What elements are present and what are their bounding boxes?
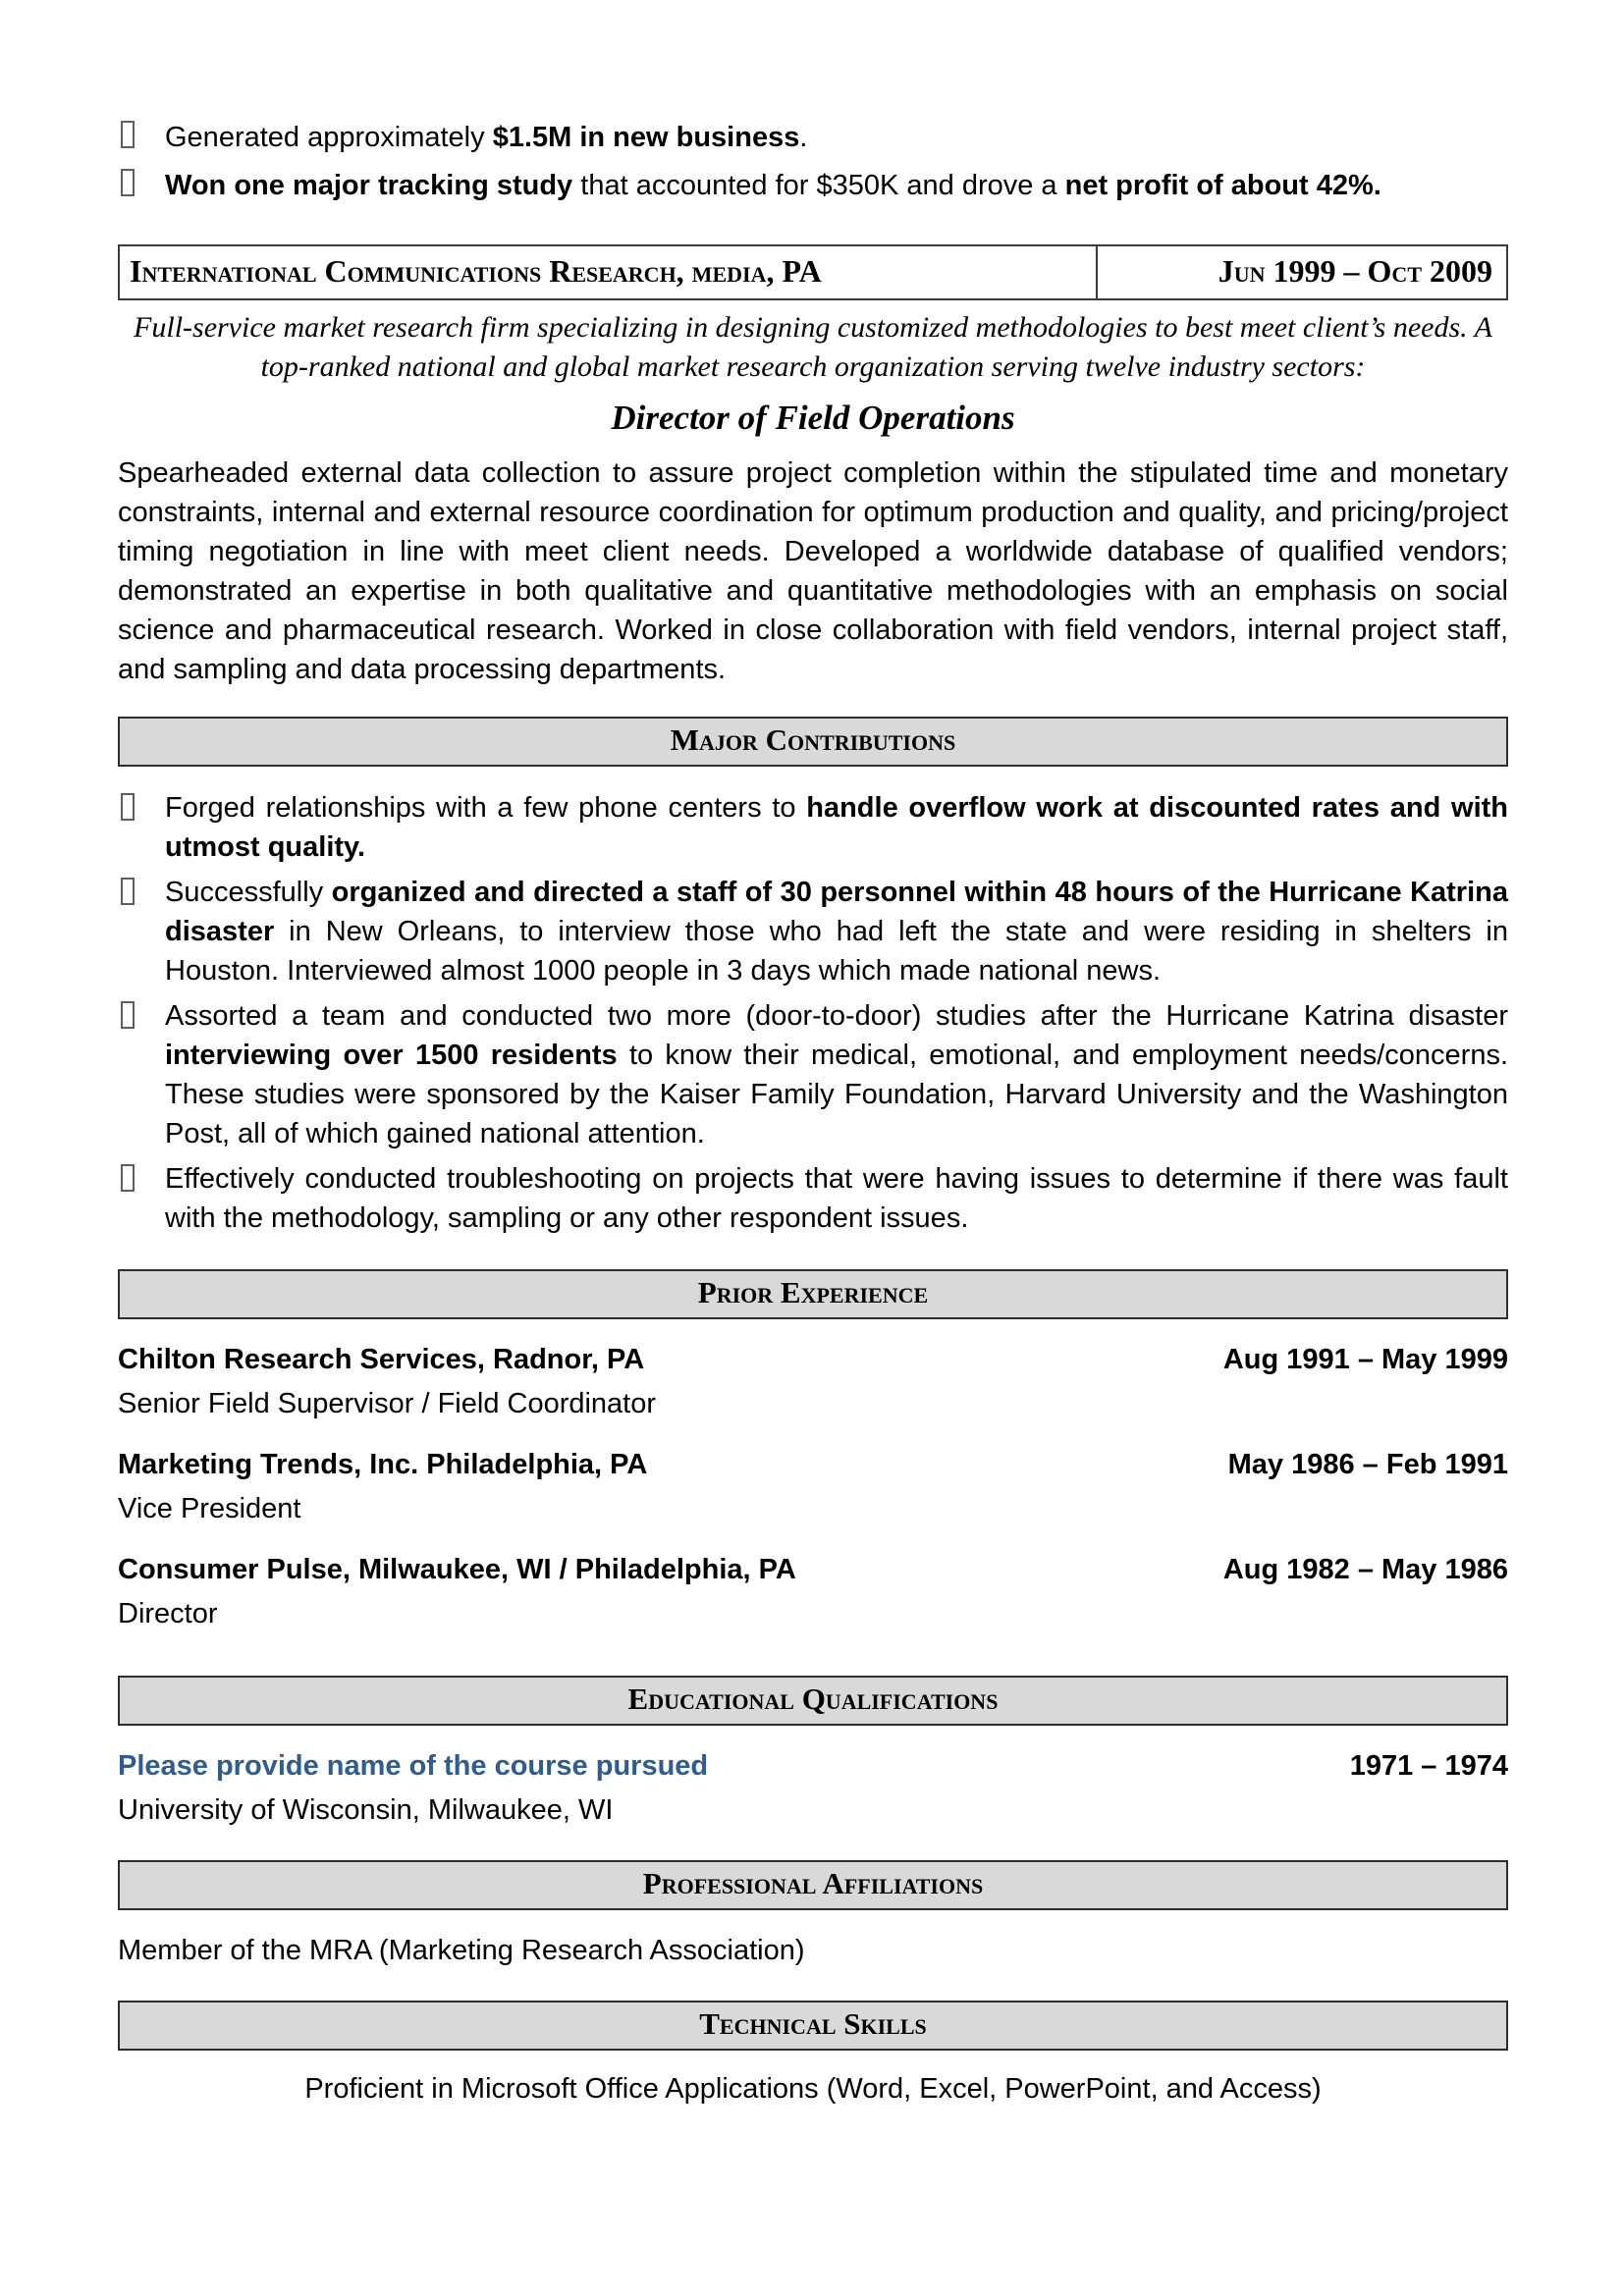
education-entry-header <box>118 1747 1508 1785</box>
summary-bullet-list <box>118 116 1508 207</box>
bullet-box-icon <box>121 1001 135 1029</box>
major-contributions-list <box>118 788 1508 1238</box>
contribution-bullet-item <box>118 1159 1508 1238</box>
experience-company: Chilton Research Services, Radnor, PA <box>118 1344 645 1375</box>
experience-entry-header <box>118 1551 1508 1588</box>
bullet-box-icon <box>121 1164 135 1192</box>
employer-description: Full-service market research firm specializing in designing customized methodologies to best meet client’s needs. A top-ranked national and global market research organization serving twelve industry sectors: <box>134 311 1492 383</box>
summary-bullet-text: Generated approximately $1.5M in new business. <box>165 122 808 153</box>
bullet-box-icon <box>121 169 135 196</box>
experience-dates: Aug 1991 – May 1999 <box>1222 1344 1508 1375</box>
section-header-label: Major Contributions <box>670 722 956 757</box>
experience-entry-header <box>118 1341 1508 1378</box>
experience-company: Consumer Pulse, Milwaukee, WI / Philadelphia, PA <box>118 1554 796 1585</box>
contribution-bullet-item <box>118 996 1508 1153</box>
section-header-educational-qualifications <box>118 1676 1508 1726</box>
experience-entry-header <box>118 1446 1508 1483</box>
employer-header-table <box>118 244 1508 300</box>
experience-entry <box>118 1341 1508 1422</box>
course-name-placeholder[interactable]: Please provide name of the course pursued <box>118 1750 709 1782</box>
experience-entry <box>118 1446 1508 1527</box>
experience-role: Director <box>118 1598 218 1629</box>
section-header-technical-skills <box>118 2001 1508 2051</box>
section-header-label: Professional Affiliations <box>642 1866 984 1900</box>
section-header-prior-experience <box>118 1269 1508 1319</box>
technical-skills-text: Proficient in Microsoft Office Applications (Word, Excel, PowerPoint, and Access) <box>304 2073 1322 2105</box>
contribution-bullet-text: Successfully organized and directed a staff of 30 personnel within 48 hours of the Hurricane Katrina disaster in New Orleans, to interview those who had left the state and were residing in shelters in Houston. Interviewed almost 1000 people in 3 days which made national news. <box>165 877 1508 987</box>
experience-entry <box>118 1551 1508 1632</box>
section-header-professional-affiliations <box>118 1860 1508 1910</box>
bullet-box-icon <box>121 878 135 905</box>
experience-dates: Aug 1982 – May 1986 <box>1222 1554 1508 1585</box>
experience-role: Vice President <box>118 1493 301 1524</box>
education-dates: 1971 – 1974 <box>1349 1750 1508 1782</box>
contribution-bullet-text: Effectively conducted troubleshooting on projects that were having issues to determine if there was fault with the methodology, sampling or any other respondent issues. <box>165 1163 1508 1234</box>
employer-name: International Communications Research, media, PA <box>120 246 1098 298</box>
bullet-box-icon <box>121 793 135 821</box>
affiliation-text: Member of the MRA (Marketing Research Association) <box>118 1935 805 1966</box>
contribution-bullet-item <box>118 873 1508 990</box>
section-header-label: Prior Experience <box>697 1275 929 1309</box>
summary-bullet-text: Won one major tracking study that accounted for $350K and drove a net profit of about 42%. <box>165 170 1381 201</box>
bullet-box-icon <box>121 121 135 148</box>
contribution-bullet-text: Forged relationships with a few phone centers to handle overflow work at discounted rates and with utmost quality. <box>165 792 1508 863</box>
section-header-label: Educational Qualifications <box>627 1682 999 1716</box>
education-entry <box>118 1747 1508 1829</box>
summary-bullet-item <box>118 116 1508 159</box>
contribution-bullet-item <box>118 788 1508 867</box>
role-overview-paragraph: Spearheaded external data collection to assure project completion within the stipulated time and monetary constraints, internal and external resource coordination for optimum production and quality, and pricing/project timing negotiation in line with meet client needs. Developed a worldwide database of qualified vendors; demonstrated an expertise in both qualitative and quantitative methodologies with an emphasis on social science and pharmaceutical research. Worked in close collaboration with field vendors, internal project staff, and sampling and data processing departments. <box>118 457 1508 685</box>
experience-dates: May 1986 – Feb 1991 <box>1227 1449 1508 1480</box>
section-header-label: Technical Skills <box>699 2006 927 2041</box>
education-school: University of Wisconsin, Milwaukee, WI <box>118 1794 614 1826</box>
experience-company: Marketing Trends, Inc. Philadelphia, PA <box>118 1449 648 1480</box>
contribution-bullet-text: Assorted a team and conducted two more (door-to-door) studies after the Hurricane Katrina disaster interviewing over 1500 residents to know their medical, emotional, and employment needs/concerns. These studies were sponsored by the Kaiser Family Foundation, Harvard University and the Washington Post, all of which gained national attention. <box>165 1000 1508 1149</box>
summary-bullet-item <box>118 164 1508 207</box>
experience-role: Senior Field Supervisor / Field Coordinator <box>118 1388 657 1419</box>
section-header-major-contributions <box>118 717 1508 767</box>
employer-dates: Jun 1999 – Oct 2009 <box>1218 253 1492 289</box>
job-title: Director of Field Operations <box>611 399 1015 437</box>
